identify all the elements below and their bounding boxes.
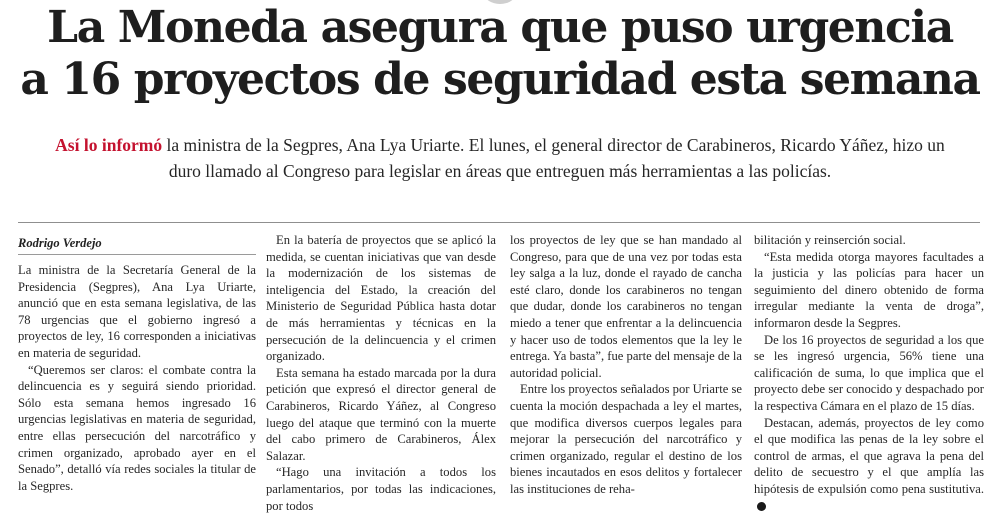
section-divider [18, 222, 980, 223]
lead-text: la ministra de la Segpres, Ana Lya Uriarte. El lunes, el general director de Carabineros, Ricardo Yáñez, hizo un duro llamado al Congreso para legislar en áreas que entreguen más herramientas a las policías. [162, 135, 945, 181]
byline-divider [18, 254, 256, 255]
article-column-2 [266, 232, 496, 514]
headline-line-2: a 16 proyectos de seguridad esta semana [20, 54, 980, 105]
paragraph: En la batería de proyectos que se aplicó la medida, se cuentan iniciativas que van desde la modernización de los sistemas de inteligencia del Estado, la creación del Ministerio de Seguridad Pública hasta dotar de más herramientas y técnicas en la persecución de la delincuencia y el crimen organizado. [266, 233, 496, 364]
paragraph-text: Destacan, además, proyectos de ley como el que modifica las penas de la ley sobre el control de armas, el que agrava la pena del delito de secuestro y el que amplía las hipótesis de expulsión como pena sustitutiva. [754, 415, 984, 496]
paragraph: La ministra de la Secretaría General de la Presidencia (Segpres), Ana Lya Uriarte, anunció que en esta semana legislativa, de las 78 urgencias que el gobierno ingresó a proyectos de ley, 16 corresponden a iniciativas en materia de seguridad. [18, 263, 256, 360]
paragraph: bilitación y reinserción social. [754, 233, 906, 247]
article-column-1 [18, 262, 256, 494]
paragraph: los proyectos de ley que se han mandado al Congreso, para que de una vez por todas esta ley salga a la luz, donde el rayado de cancha esté claro, donde los carabineros no tengan que dudar, donde los carabineros no tengan miedo a tener que enfrentar a la delincuencia y hacer uso de todos elementos que la ley le entrega. Ya basta”, fue parte del mensaje de la autoridad policial. [510, 233, 742, 380]
paragraph: “Hago una invitación a todos los parlamentarios, por todas las indicaciones, por todos [266, 465, 496, 513]
byline: Rodrigo Verdejo [18, 236, 102, 250]
paragraph: “Queremos ser claros: el combate contra la delincuencia es y seguirá siendo prioridad. Sólo esta semana hemos ingresado 16 urgencias legislativas en materia de seguridad, entre ellas persecución del narcotráfico y crimen organizado, aprobado ayer en el Senado”, detalló vía redes sociales la titular de la Segpres. [18, 362, 256, 493]
article-column-4 [754, 232, 984, 514]
end-of-article-icon [757, 502, 766, 511]
lead-highlight: Así lo informó [55, 135, 163, 155]
headline-line-1: La Moneda asegura que puso urgencia [47, 2, 953, 53]
paragraph: Esta semana ha estado marcada por la dura petición que expresó el director general de Carabineros, Ricardo Yáñez, al Congreso luego del ataque que terminó con la muerte del cabo primero de Carabineros, Álex Salazar. [266, 365, 496, 463]
paragraph: De los 16 proyectos de seguridad a los que se les ingresó urgencia, 56% tiene una calificación de suma, lo que implica que el proyecto debe ser conocido y despachado por la respectiva Cámara en el plazo de 15 días. [754, 332, 984, 413]
lead-paragraph [40, 132, 960, 184]
paragraph [754, 415, 984, 514]
headline [0, 2, 1000, 106]
article-column-3 [510, 232, 742, 498]
paragraph: Entre los proyectos señalados por Uriarte se cuenta la moción despachada a ley el martes, que modifica diversos cuerpos legales para mejorar la persecución del narcotráfico y crimen organizado, regular el destino de los bienes incautados en esos delitos y fortalecer las instituciones de reha- [510, 382, 742, 496]
paragraph: “Esta medida otorga mayores facultades a la justicia y las policías para hacer un seguimiento del dinero obtenido de forma irregular mediante la venta de droga”, informaron desde la Segpres. [754, 249, 984, 330]
